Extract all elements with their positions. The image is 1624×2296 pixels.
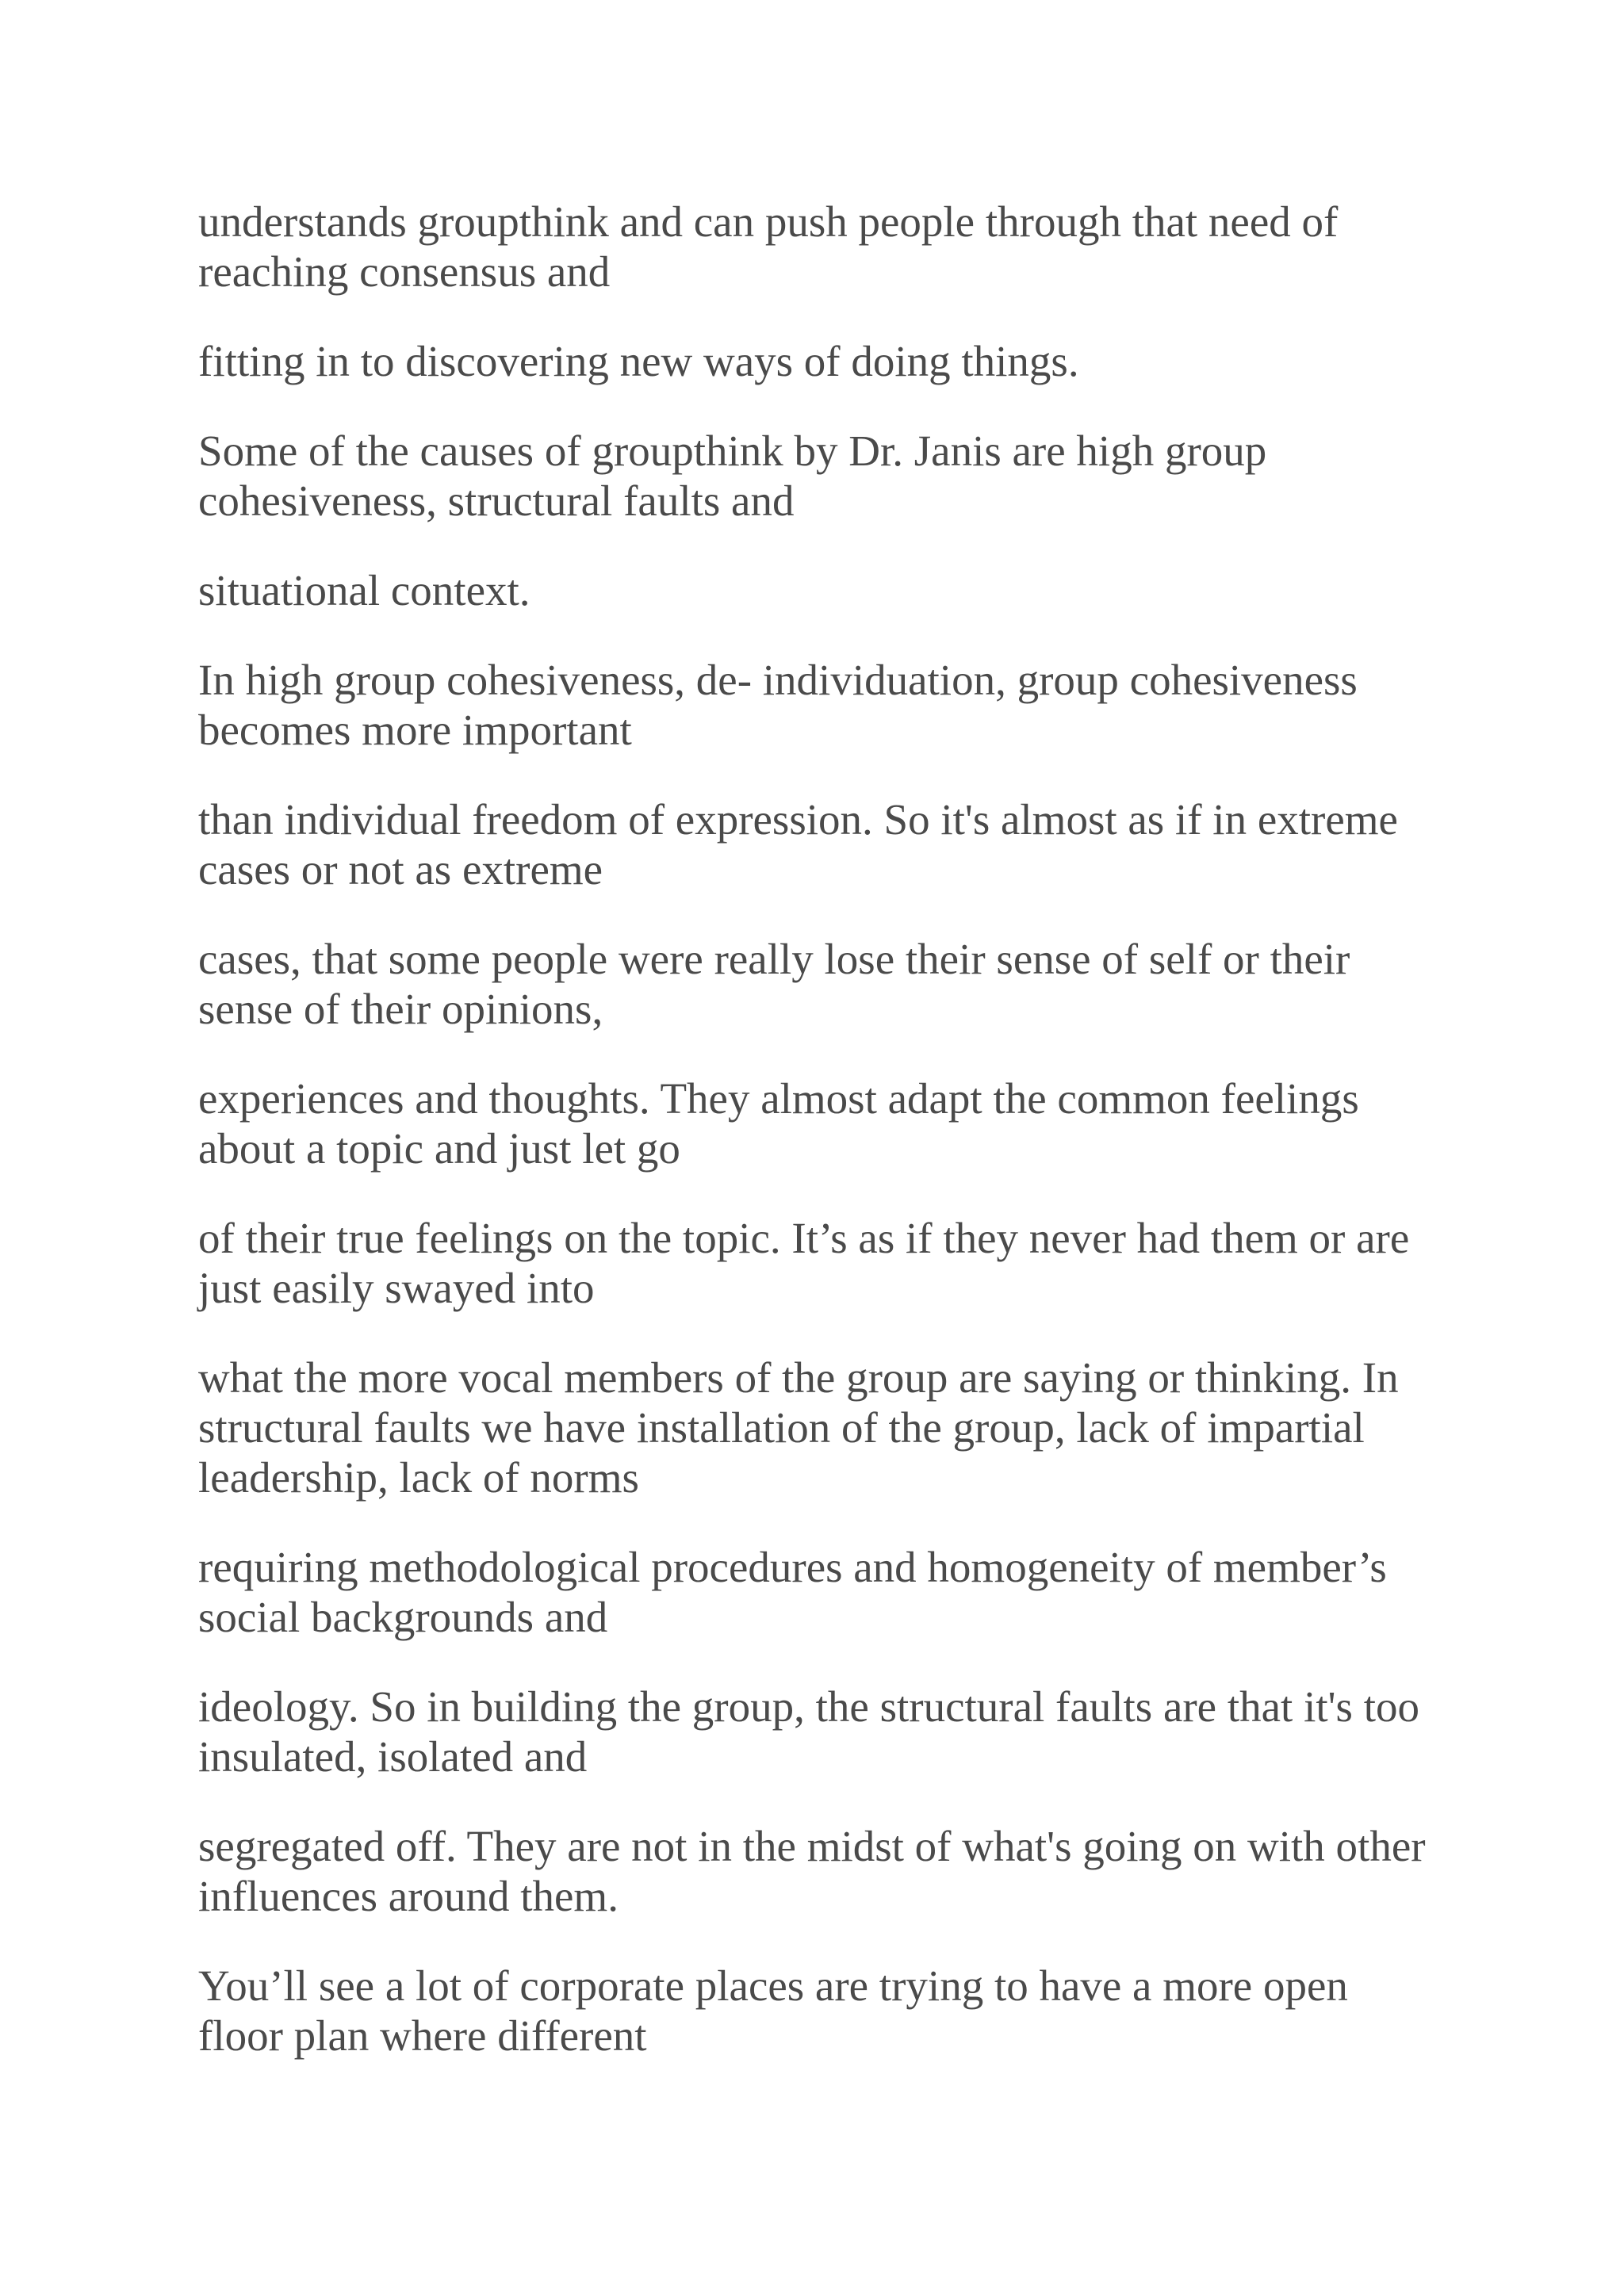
text-line: about a topic and just let go xyxy=(198,1124,680,1173)
paragraph xyxy=(198,1821,1451,1921)
paragraph xyxy=(198,426,1451,526)
text-line: influences around them. xyxy=(198,1872,619,1920)
text-line: what the more vocal members of the group are saying or thinking. In xyxy=(198,1353,1399,1402)
text-line: ideology. So in building the group, the structural faults are that it's too xyxy=(198,1682,1419,1731)
paragraph xyxy=(198,934,1451,1034)
text-line: fitting in to discovering new ways of doing things. xyxy=(198,337,1079,385)
text-line: In high group cohesiveness, de- individuation, group cohesiveness xyxy=(198,656,1358,704)
paragraph xyxy=(198,1073,1451,1173)
paragraph xyxy=(198,336,1451,386)
text-line: structural faults we have installation of the group, lack of impartial xyxy=(198,1403,1365,1452)
text-line: becomes more important xyxy=(198,706,632,754)
paragraph xyxy=(198,197,1451,297)
document-body xyxy=(198,197,1451,2100)
text-line: experiences and thoughts. They almost adapt the common feelings xyxy=(198,1074,1359,1123)
text-line: than individual freedom of expression. So it's almost as if in extreme xyxy=(198,795,1398,844)
text-line: situational context. xyxy=(198,566,530,614)
text-line: Some of the causes of groupthink by Dr. Janis are high group xyxy=(198,427,1267,475)
text-line: understands groupthink and can push people through that need of xyxy=(198,197,1339,246)
text-line: cases or not as extreme xyxy=(198,845,603,894)
paragraph xyxy=(198,1961,1451,2061)
text-line: reaching consensus and xyxy=(198,247,611,296)
text-line: leadership, lack of norms xyxy=(198,1453,639,1502)
text-line: cohesiveness, structural faults and xyxy=(198,476,795,525)
text-line: You’ll see a lot of corporate places are trying to have a more open xyxy=(198,1961,1348,2010)
text-line: cases, that some people were really lose their sense of self or their xyxy=(198,935,1350,983)
paragraph xyxy=(198,1353,1451,1502)
paragraph xyxy=(198,794,1451,894)
text-line: just easily swayed into xyxy=(198,1264,595,1312)
text-line: floor plan where different xyxy=(198,2011,647,2060)
text-line: of their true feelings on the topic. It’s as if they never had them or are xyxy=(198,1214,1410,1262)
paragraph xyxy=(198,1213,1451,1313)
paragraph xyxy=(198,565,1451,615)
text-line: sense of their opinions, xyxy=(198,985,603,1033)
paragraph xyxy=(198,1542,1451,1642)
text-line: social backgrounds and xyxy=(198,1593,608,1641)
paragraph xyxy=(198,1682,1451,1781)
text-line: requiring methodological procedures and homogeneity of member’s xyxy=(198,1543,1387,1591)
paragraph xyxy=(198,655,1451,755)
text-line: insulated, isolated and xyxy=(198,1732,588,1781)
text-line: segregated off. They are not in the midst of what's going on with other xyxy=(198,1822,1426,1870)
